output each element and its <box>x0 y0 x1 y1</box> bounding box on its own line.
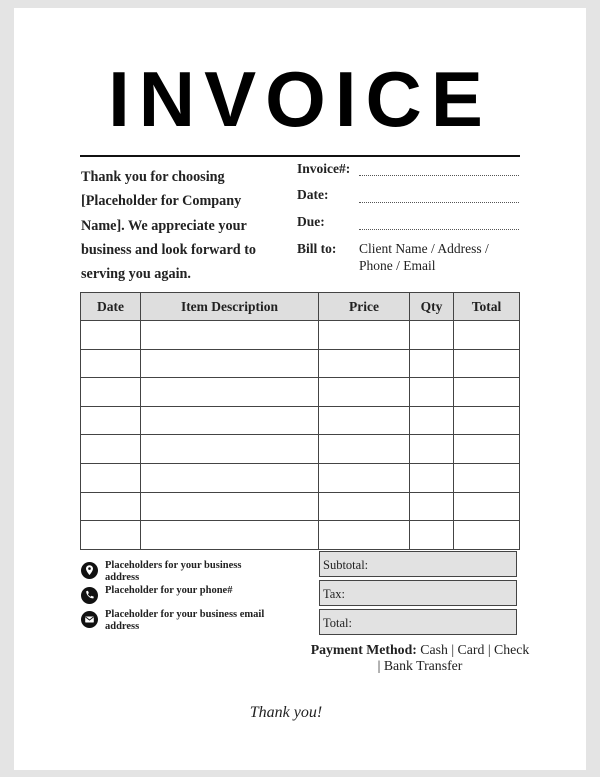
table-header-row <box>81 293 520 321</box>
invoice-title: INVOICE <box>108 55 492 143</box>
cell-date[interactable] <box>81 349 141 378</box>
cell-description[interactable] <box>141 406 319 435</box>
footer-thank-you: Thank you! <box>249 704 323 721</box>
cell-date[interactable] <box>81 435 141 464</box>
header-total: Total <box>454 293 520 321</box>
table-row <box>81 492 520 521</box>
due-label: Due: <box>297 214 325 229</box>
cell-price[interactable] <box>319 406 410 435</box>
table-body <box>81 321 520 550</box>
cell-description[interactable] <box>141 435 319 464</box>
envelope-icon <box>81 611 98 628</box>
table-row <box>81 321 520 350</box>
cell-description[interactable] <box>141 463 319 492</box>
due-field[interactable] <box>359 229 519 230</box>
cell-description[interactable] <box>141 521 319 550</box>
cell-price[interactable] <box>319 521 410 550</box>
contact-email <box>81 609 265 633</box>
cell-price[interactable] <box>319 321 410 350</box>
cell-qty[interactable] <box>410 378 454 407</box>
location-pin-icon <box>81 562 98 579</box>
contact-phone-text: Placeholder for your phone# <box>105 585 233 596</box>
payment-method-value: Cash | Card | Check | Bank Transfer <box>377 642 530 673</box>
subtotal-label: Subtotal: <box>323 558 369 572</box>
table-row <box>81 521 520 550</box>
tax-field[interactable] <box>319 580 517 606</box>
subtotal-field[interactable] <box>319 551 517 577</box>
cell-total[interactable] <box>454 435 520 464</box>
cell-total[interactable] <box>454 406 520 435</box>
invoice-number-label: Invoice#: <box>297 161 351 176</box>
invoice-number-field[interactable] <box>359 175 519 176</box>
cell-description[interactable] <box>141 492 319 521</box>
cell-qty[interactable] <box>410 406 454 435</box>
payment-method-label: Payment Method: <box>310 642 417 657</box>
cell-date[interactable] <box>81 406 141 435</box>
table-row <box>81 378 520 407</box>
payment-method <box>310 642 530 674</box>
contact-email-text: Placeholder for your business email address <box>105 609 265 632</box>
contact-phone <box>81 585 265 602</box>
cell-qty[interactable] <box>410 321 454 350</box>
billto-label: Bill to: <box>297 241 337 256</box>
header-item-description: Item Description <box>141 293 319 321</box>
date-field[interactable] <box>359 202 519 203</box>
header-qty: Qty <box>410 293 454 321</box>
cell-qty[interactable] <box>410 435 454 464</box>
total-label: Total: <box>323 616 352 630</box>
cell-description[interactable] <box>141 321 319 350</box>
cell-price[interactable] <box>319 435 410 464</box>
contact-address-text: Placeholders for your business address <box>105 560 242 583</box>
cell-description[interactable] <box>141 349 319 378</box>
cell-total[interactable] <box>454 321 520 350</box>
table-row <box>81 435 520 464</box>
cell-qty[interactable] <box>410 492 454 521</box>
table-row <box>81 463 520 492</box>
items-table <box>80 292 520 550</box>
header-price: Price <box>319 293 410 321</box>
cell-total[interactable] <box>454 463 520 492</box>
cell-price[interactable] <box>319 349 410 378</box>
cell-total[interactable] <box>454 378 520 407</box>
cell-qty[interactable] <box>410 349 454 378</box>
cell-date[interactable] <box>81 492 141 521</box>
tax-label: Tax: <box>323 587 346 601</box>
cell-price[interactable] <box>319 492 410 521</box>
intro-text: Thank you for choosing [Placeholder for Company Name]. We appreciate your business and look forward to serving you again. <box>81 169 257 283</box>
table-row <box>81 349 520 378</box>
cell-total[interactable] <box>454 492 520 521</box>
cell-date[interactable] <box>81 521 141 550</box>
table-row <box>81 406 520 435</box>
cell-date[interactable] <box>81 321 141 350</box>
header-date: Date <box>81 293 141 321</box>
cell-qty[interactable] <box>410 521 454 550</box>
date-label: Date: <box>297 187 329 202</box>
contact-address <box>81 560 265 584</box>
billto-value: Client Name / Address / Phone / Email <box>359 241 489 273</box>
phone-icon <box>81 587 98 604</box>
cell-price[interactable] <box>319 463 410 492</box>
cell-date[interactable] <box>81 463 141 492</box>
cell-description[interactable] <box>141 378 319 407</box>
total-field[interactable] <box>319 609 517 635</box>
cell-date[interactable] <box>81 378 141 407</box>
cell-total[interactable] <box>454 521 520 550</box>
cell-qty[interactable] <box>410 463 454 492</box>
cell-total[interactable] <box>454 349 520 378</box>
title-divider <box>80 155 520 157</box>
cell-price[interactable] <box>319 378 410 407</box>
invoice-sheet <box>14 8 586 770</box>
